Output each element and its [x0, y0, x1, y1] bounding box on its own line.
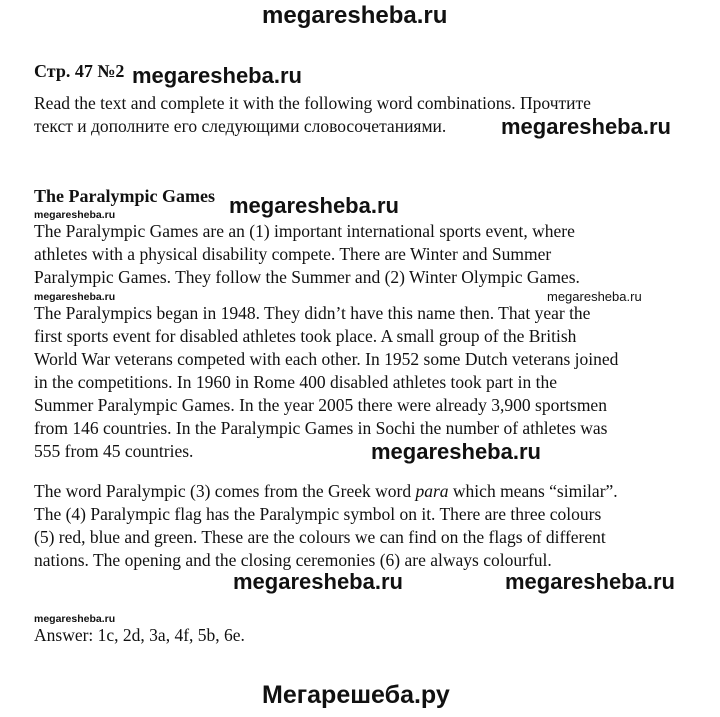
watermark-bottom-right: megaresheba.ru — [505, 569, 675, 594]
text-line-10: 555 from 45 countries. — [34, 441, 194, 461]
text-line-5: first sports event for disabled athletes took place. A small group of the British — [34, 326, 577, 346]
text-paragraph3-line-1 — [34, 480, 618, 503]
text-line-8: Summer Paralympic Games. In the year 2005 there were already 3,900 sportsmen — [34, 395, 607, 415]
answer-line: Answer: 1c, 2d, 3a, 4f, 5b, 6e. — [34, 625, 245, 645]
text-line-9: from 146 countries. In the Paralympic Games in Sochi the number of athletes was — [34, 418, 608, 438]
watermark-small-4: megaresheba.ru — [34, 613, 116, 625]
watermark-after-title: megaresheba.ru — [229, 193, 399, 218]
p3-after: which means “similar”. — [448, 481, 618, 501]
p3-before: The word Paralympic (3) comes from the Greek word — [34, 481, 416, 501]
watermark-small-1: megaresheba.ru — [34, 209, 116, 221]
text-paragraph3-line-2: The (4) Paralympic flag has the Paralympic symbol on it. There are three colours — [34, 504, 602, 524]
text-title: The Paralympic Games — [34, 186, 215, 206]
text-line-4: The Paralympics began in 1948. They didn’t have this name then. That year the — [34, 303, 591, 323]
text-line-3: Paralympic Games. They follow the Summer and (2) Winter Olympic Games. — [34, 267, 580, 287]
watermark-after-header: megaresheba.ru — [132, 63, 302, 88]
watermark-small-2: megaresheba.ru — [34, 291, 116, 303]
text-line-1: The Paralympic Games are an (1) important international sports event, where — [34, 221, 575, 241]
text-paragraph3-line-3: (5) red, blue and green. These are the colours we can find on the flags of different — [34, 527, 606, 547]
watermark-bottom-left: megaresheba.ru — [233, 569, 403, 594]
watermark-small-3: megaresheba.ru — [547, 289, 642, 304]
footer-brand: Мегарешеба.ру — [262, 681, 450, 709]
intro-line-2: текст и дополните его следующими словосочетаниями. — [34, 116, 447, 136]
watermark-top: megaresheba.ru — [262, 2, 448, 29]
p3-italic-word: para — [415, 481, 449, 501]
text-line-6: World War veterans competed with each other. In 1952 some Dutch veterans joined — [34, 349, 619, 369]
text-line-2: athletes with a physical disability compete. There are Winter and Summer — [34, 244, 552, 264]
exercise-header: Стр. 47 №2 — [34, 61, 125, 81]
watermark-mid: megaresheba.ru — [371, 439, 541, 464]
text-paragraph3-line-4: nations. The opening and the closing ceremonies (6) are always colourful. — [34, 550, 552, 570]
watermark-after-intro: megaresheba.ru — [501, 114, 671, 139]
intro-line-1: Read the text and complete it with the following word combinations. Прочтите — [34, 93, 591, 113]
text-line-7: in the competitions. In 1960 in Rome 400 disabled athletes took part in the — [34, 372, 557, 392]
